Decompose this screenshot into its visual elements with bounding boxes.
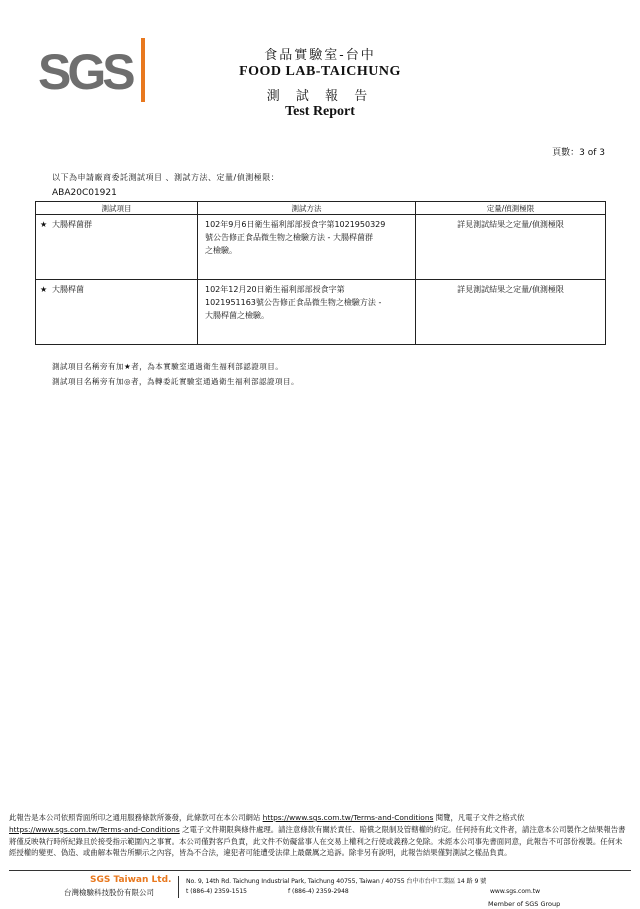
disclaimer-text: 此報告是本公司依照背面所印之通用服務條款所簽發，此條款可在本公司網站: [9, 813, 263, 822]
disclaimer-text: 之電子文件期限與條件處理。請注意條款有關於責任、賠償之限制及管轄權的約定。任何持有此文件者，請注意本公司製作之結果報告書將僅反映執行時所紀錄且於接受指示範圍內之事實。本公司僅對客戶負責，此文件不妨礙當事人在交易上權利之行使或義務之免除。未經本公司事先書面同意，此報告不可部份複製。任何未經授權的變更、偽造、或曲解本報告所顯示之內容，皆為不合法，違犯者可能遭受法律上最嚴厲之追訴。除非另有說明，此報告結果僅對測試之樣品負責。: [9, 824, 626, 858]
lab-name-en: FOOD LAB-TAICHUNG: [239, 64, 401, 79]
table-row: [36, 215, 606, 280]
item-name: 大腸桿菌: [52, 285, 84, 294]
accreditation-star-icon: ★: [40, 285, 48, 294]
column-header-limit: 定量/偵測極限: [416, 202, 606, 215]
sgs-logo: [38, 38, 156, 108]
report-title-en: Test Report: [285, 104, 355, 119]
method-line: 號公告修正食品微生物之檢驗方法 - 大腸桿菌群: [205, 233, 373, 242]
method-line: 1021951163號公告修正食品微生物之檢驗方法 -: [205, 298, 382, 307]
method-line: 之檢驗。: [205, 246, 237, 255]
table-row: [36, 280, 606, 345]
method-cell: [198, 280, 416, 345]
test-method-table: [35, 201, 606, 345]
company-fax: f (886-4) 2359-2948: [288, 888, 349, 895]
limit-cell: 詳見測試結果之定量/偵測極限: [416, 280, 606, 345]
company-phone: t (886-4) 2359-1515: [186, 888, 247, 895]
item-cell: [36, 280, 198, 345]
method-line: 102年12月20日衛生福利部部授食字第: [205, 285, 345, 294]
item-name: 大腸桿菌群: [52, 220, 92, 229]
accreditation-star-icon: ★: [40, 220, 48, 229]
note-subcontracted: 測試項目名稱旁有加◎者，為轉委託實驗室通過衛生福利部認證項目。: [52, 377, 300, 386]
terms-link[interactable]: https://www.sgs.com.tw/Terms-and-Conditions: [262, 813, 434, 822]
column-header-item: 測試項目: [36, 202, 198, 215]
disclaimer-text: 閱覽，凡電子文件之格式依: [433, 813, 525, 822]
report-title-zh: 測 試 報 告: [266, 89, 374, 104]
company-website[interactable]: www.sgs.com.tw: [490, 888, 541, 895]
member-of-group: Member of SGS Group: [488, 900, 561, 908]
item-cell: [36, 215, 198, 280]
logo-text: SGS: [38, 44, 132, 100]
note-accredited: 測試項目名稱旁有加★者，為本實驗室通過衛生福利部認證項目。: [52, 362, 284, 371]
disclaimer: [9, 812, 629, 859]
method-cell: [198, 215, 416, 280]
intro-text: 以下為申請廠商委託測試項目 、測試方法、定量/偵測極限：: [52, 173, 280, 182]
footer-vertical-divider: [178, 876, 179, 898]
method-line: 102年9月6日衛生福利部部授食字第1021950329: [205, 220, 386, 229]
company-name-zh: 台灣檢驗科技股份有限公司: [64, 888, 154, 897]
footer-divider: [9, 870, 631, 871]
method-line: 大腸桿菌之檢驗。: [205, 311, 269, 320]
page-number: 頁數：3 of 3: [552, 148, 605, 158]
company-address: No. 9, 14th Rd. Taichung Industrial Park, Taichung 40755, Taiwan / 40755 台中市台中工業區 14 路 9 號: [186, 878, 487, 885]
terms-link[interactable]: https://www.sgs.com.tw/Terms-and-Conditions: [9, 824, 180, 834]
logo-accent-bar: [141, 38, 145, 102]
lab-name-zh: 食品實驗室-台中: [264, 48, 376, 63]
table-header-row: [36, 202, 606, 215]
report-number: ABA20C01921: [52, 188, 117, 198]
limit-cell: 詳見測試結果之定量/偵測極限: [416, 215, 606, 280]
company-name-en: SGS Taiwan Ltd.: [90, 875, 172, 885]
column-header-method: 測試方法: [198, 202, 416, 215]
